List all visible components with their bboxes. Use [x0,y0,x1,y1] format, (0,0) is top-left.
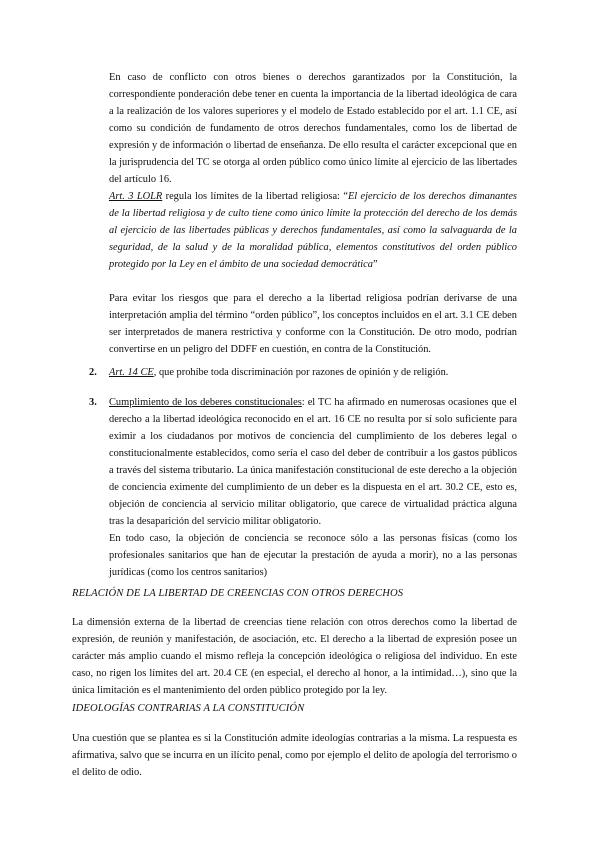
list-item-art14-text: , que prohíbe toda discriminación por razones de opinión y de religión. [153,367,449,378]
quote-close: ” [372,259,378,270]
paragraph-objecion: En todo caso, la objeción de conciencia se reconoce sólo a las personas físicas (como los profesionales sanitarios que han de ejecutar la prestación de ayuda a morir), no a las personas jurídicas (como los centros sanitarios) [109,533,517,578]
heading-relacion-libertad: RELACIÓN DE LA LIBERTAD DE CREENCIAS CON OTROS DERECHOS [72,588,404,599]
list-item-deberes [109,394,517,530]
list-number-2: 2. [89,367,97,378]
reference-art14-ce: Art. 14 CE [109,367,154,378]
paragraph-ponderacion: En caso de conflicto con otros bienes o derechos garantizados por la Constitución, la correspondiente ponderación debe tener en cuenta la importancia de la libertad ideológica de cara a la realización de los valores superiores y el modelo de Estado establecido por el art. 1.1 CE, así como su condición de fundamento de otros derechos fundamentales, como los de libertad de expresión y de información o libertad de enseñanza. De ello resulta el carácter excepcional que en la jurisprudencia del TC se otorga al orden público como único límite al ejercicio de las libertades del artículo 16. [109,72,517,185]
list-item-deberes-title: Cumplimiento de los deberes constitucionales [109,397,302,408]
list-item-deberes-text: : el TC ha afirmado en numerosas ocasiones que el derecho a la libertad ideológica reconocido en el art. 16 CE no resulta por sí solo suficiente para eximir a los ciudadanos por motivos de conciencia del cumplimiento de los deberes legal o constitucionalmente establecidos, como sería el caso del deber de contribuir a los gastos públicos a través del sistema tributario. La única manifestación constitucional de este derecho a la objeción de conciencia eximente del cumplimiento de un deber es la dispuesta en el art. 30.2 CE, esto es, objeción de conciencia al servicio militar obligatorio, que carece de virtualidad práctica alguna tras la desaparición del servicio militar obligatorio. [109,397,517,527]
list-number-3: 3. [89,397,97,408]
paragraph-art3-lead: regula los límites de la libertad religiosa: “ [162,191,348,202]
paragraph-orden-publico: Para evitar los riesgos que para el derecho a la libertad religiosa podrían derivarse de una interpretación amplia del término “orden público”, los conceptos incluidos en el art. 3.1 CE deben ser interpretados de manera restrictiva y conforme con la Constitución. De otro modo, podrían convertirse en un peligro del DDFF en cuestión, en contra de la Constitución. [109,293,517,355]
paragraph-art3-lolr [109,188,517,273]
quote-art3-lolr: El ejercicio de los derechos dimanantes de la libertad religiosa y de culto tiene como único límite la protección del derecho de los demás al ejercicio de las libertades públicas y derechos fundamentales, así como la salvaguarda de la seguridad, de la salud y de la moralidad pública, elementos constitutivos del orden público protegido por la Ley en el ámbito de una sociedad democrática [109,191,517,270]
paragraph-cuestion: Una cuestión que se plantea es si la Constitución admite ideologías contrarias a la misma. La respuesta es afirmativa, salvo que se incurra en un ilícito penal, como por ejemplo el delito de apología del terrorismo o el delito de odio. [72,733,517,778]
paragraph-dimension-externa: La dimensión externa de la libertad de creencias tiene relación con otros derechos como la libertad de expresión, de reunión y manifestación, de asociación, etc. El derecho a la libertad de expresión posee un carácter más amplio cuando el mismo refleja la concepción ideológica o religiosa del individuo. En este caso, no rigen los límites del art. 20.4 CE (en especial, el derecho al honor, a la intimidad…), sino que la única limitación es el mantenimiento del orden público protegido por la ley. [72,617,517,696]
heading-ideologias-contrarias: IDEOLOGÍAS CONTRARIAS A LA CONSTITUCIÓN [72,703,305,714]
list-item-art14 [109,364,517,381]
reference-art3-lolr: Art. 3 LOLR [109,191,163,202]
